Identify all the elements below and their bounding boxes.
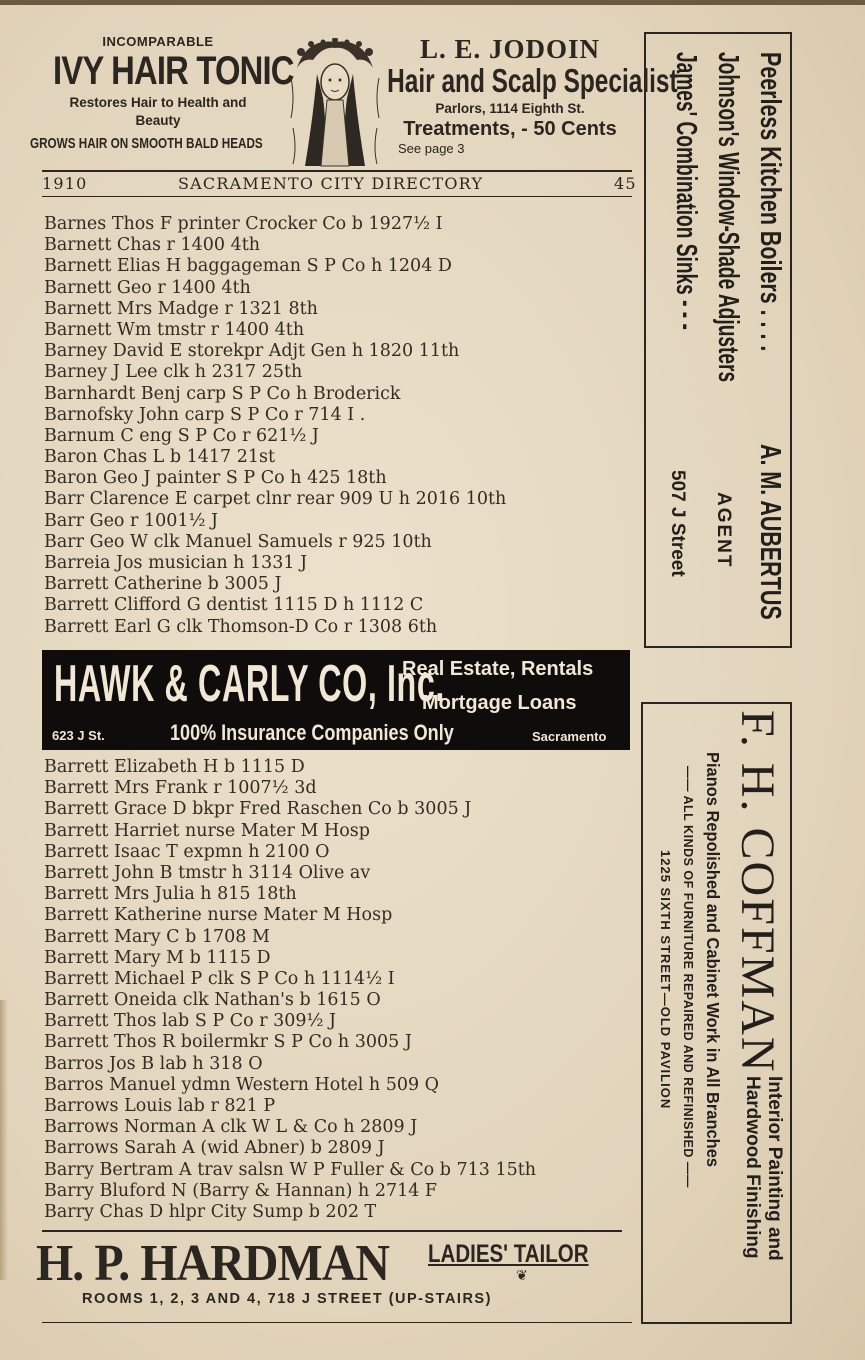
directory-entry: Barrett Thos lab S P Co r 309½ J — [44, 1011, 337, 1032]
ornament-icon: ❦ — [516, 1268, 528, 1284]
directory-entry: Barrett Katherine nurse Mater M Hosp — [44, 905, 393, 926]
directory-entry: Barrett Elizabeth H b 1115 D — [44, 757, 305, 777]
directory-entry: Barnett Mrs Madge r 1321 8th — [44, 298, 318, 319]
directory-entry: Barrett Earl G clk Thomson-D Co r 1308 6th — [44, 616, 438, 637]
directory-entry: Barrett Michael P clk S P Co h 1114½ I — [44, 968, 395, 989]
coffman-finishing: Hardwood Finishing — [742, 1076, 763, 1259]
directory-entries-b — [44, 757, 536, 1223]
directory-entry: Baron Geo J painter S P Co h 425 18th — [44, 468, 387, 489]
running-head — [42, 172, 637, 194]
directory-entry: Barnes Thos F printer Crocker Co b 1927½ I — [44, 214, 443, 234]
directory-entry: Barrett Mrs Julia h 815 18th — [44, 884, 297, 905]
lady-portrait-icon — [287, 38, 383, 168]
directory-entry: Barrows Norman A clk W L & Co h 2809 J — [44, 1117, 418, 1138]
hawk-address: 623 J St. — [52, 728, 105, 743]
directory-entry: Barrett Harriet nurse Mater M Hosp — [44, 820, 370, 841]
directory-entry: Barnett Wm tmstr r 1400 4th — [44, 319, 305, 340]
ivy-title: IVY HAIR TONIC — [53, 49, 294, 93]
peerless-line-1: Peerless Kitchen Boilers . . . . — [754, 52, 786, 352]
page-top-edge — [0, 0, 865, 5]
aubertus-name: A. M. AUBERTUS — [754, 444, 786, 620]
directory-entry: Barrett Catherine b 3005 J — [44, 574, 282, 595]
directory-entry: Barrett Clifford G dentist 1115 D h 1112 C — [44, 595, 424, 616]
directory-entry: Barney J Lee clk h 2317 25th — [44, 362, 303, 383]
directory-entry: Barrett Mary C b 1708 M — [44, 926, 270, 947]
hardman-tailor: LADIES' TAILOR — [428, 1240, 589, 1268]
running-head-year: 1910 — [42, 174, 88, 193]
jodoin-parlors: Parlors, 1114 Eighth St. — [435, 101, 585, 116]
bottom-rule — [42, 1322, 632, 1323]
ivy-hair-tonic-ad — [30, 34, 294, 166]
header-rule-bottom — [42, 196, 632, 197]
hawk-carly-ad — [42, 650, 630, 750]
directory-entry: Barrett Isaac T expmn h 2100 O — [44, 841, 330, 862]
directory-entry: Barrows Sarah A (wid Abner) b 2809 J — [44, 1138, 385, 1159]
directory-entry: Barr Geo r 1001½ J — [44, 510, 219, 531]
page-edge-stain — [0, 1000, 8, 1280]
coffman-name: F. H. COFFMAN — [731, 710, 784, 1074]
hawk-insurance: 100% Insurance Companies Only — [170, 720, 454, 745]
directory-entry: Barr Geo W clk Manuel Samuels r 925 10th — [44, 531, 432, 552]
directory-entries-a — [44, 214, 506, 638]
directory-entry: Barrett John B tmstr h 3114 Olive av — [44, 862, 371, 883]
coffman-interior: Interior Painting and — [764, 1076, 785, 1261]
agent-label: AGENT — [713, 492, 734, 569]
directory-entry: Barnett Geo r 1400 4th — [44, 277, 251, 298]
directory-entry: Barros Manuel ydmn Western Hotel h 509 Q — [44, 1074, 440, 1095]
hardman-rooms: ROOMS 1, 2, 3 AND 4, 718 J STREET (UP-STAIRS) — [82, 1291, 492, 1307]
directory-entry: Barnofsky John carp S P Co r 714 I . — [44, 404, 366, 425]
directory-entry: Barrett Grace D bkpr Fred Raschen Co b 3005 J — [44, 799, 472, 820]
directory-entry: Barry Bluford N (Barry & Hannan) h 2714 F — [44, 1180, 438, 1201]
hardman-ad — [36, 1232, 636, 1312]
directory-entry: Barros Jos B lab h 318 O — [44, 1053, 263, 1074]
johnson-line: Johnson's Window-Shade Adjusters — [712, 52, 744, 383]
directory-entry: Barrett Mary M b 1115 D — [44, 947, 271, 968]
directory-entry: Barrett Oneida clk Nathan's b 1615 O — [44, 990, 381, 1011]
directory-entry: Barreia Jos musician h 1331 J — [44, 553, 308, 573]
jodoin-see-page: See page 3 — [398, 141, 465, 156]
hardman-name: H. P. HARDMAN — [36, 1235, 390, 1292]
hawk-real-estate: Real Estate, Rentals — [402, 658, 594, 680]
directory-entry: Barry Bertram A trav salsn W P Fuller & Co b 713 15th — [44, 1159, 537, 1180]
ivy-sub-2: Beauty — [135, 113, 181, 128]
directory-entry: Barr Clarence E carpet clnr rear 909 U h 2016 10th — [44, 489, 507, 510]
coffman-pianos: Pianos Repolished and Cabinet Work in All Branches — [703, 752, 723, 1167]
directory-entry: Barnum C eng S P Co r 621½ J — [44, 425, 319, 446]
hawk-name: HAWK & CARLY CO, Inc. — [54, 655, 445, 713]
directory-entry: Barnhardt Benj carp S P Co h Broderick — [44, 383, 401, 404]
coffman-side-ad — [641, 702, 792, 1324]
directory-entry: Barrows Louis lab r 821 P — [44, 1096, 276, 1116]
directory-entry: Barry Chas D hlpr City Sump b 202 T — [44, 1201, 377, 1222]
hawk-mortgage: Mortgage Loans — [422, 692, 577, 714]
directory-entry: Barney David E storekpr Adjt Gen h 1820 11th — [44, 341, 460, 362]
hawk-city: Sacramento — [532, 729, 607, 744]
jodoin-specialty: Hair and Scalp Specialist — [387, 62, 678, 99]
directory-entry: Barnett Chas r 1400 4th — [44, 235, 261, 256]
running-head-title: SACRAMENTO CITY DIRECTORY — [178, 174, 484, 193]
ivy-sup: INCOMPARABLE — [102, 34, 214, 49]
jodoin-treatments: Treatments, - 50 Cents — [403, 118, 617, 140]
directory-entry: Barrett Mrs Frank r 1007½ 3d — [44, 778, 317, 799]
peerless-address: 507 J Street — [667, 470, 688, 577]
ivy-grows: GROWS HAIR ON SMOOTH BALD HEADS — [30, 135, 263, 152]
directory-entry: Baron Chas L b 1417 21st — [44, 447, 275, 468]
directory-entry: Barnett Elias H baggageman S P Co h 1204 D — [44, 256, 452, 277]
running-head-page: 45 — [614, 174, 637, 193]
ivy-sub-1: Restores Hair to Health and — [69, 95, 247, 110]
jodoin-ad — [384, 34, 678, 168]
james-line: James' Combination Sinks - - - — [670, 52, 702, 330]
peerless-side-ad — [644, 32, 792, 648]
coffman-furniture: —— ALL KINDS OF FURNITURE REPAIRED AND REFINISHED —— — [681, 766, 695, 1188]
jodoin-name: L. E. JODOIN — [419, 34, 601, 64]
directory-entry: Barrett Thos R boilermkr S P Co h 3005 J — [44, 1032, 412, 1053]
coffman-address: 1225 SIXTH STREET—OLD PAVILION — [658, 850, 673, 1110]
